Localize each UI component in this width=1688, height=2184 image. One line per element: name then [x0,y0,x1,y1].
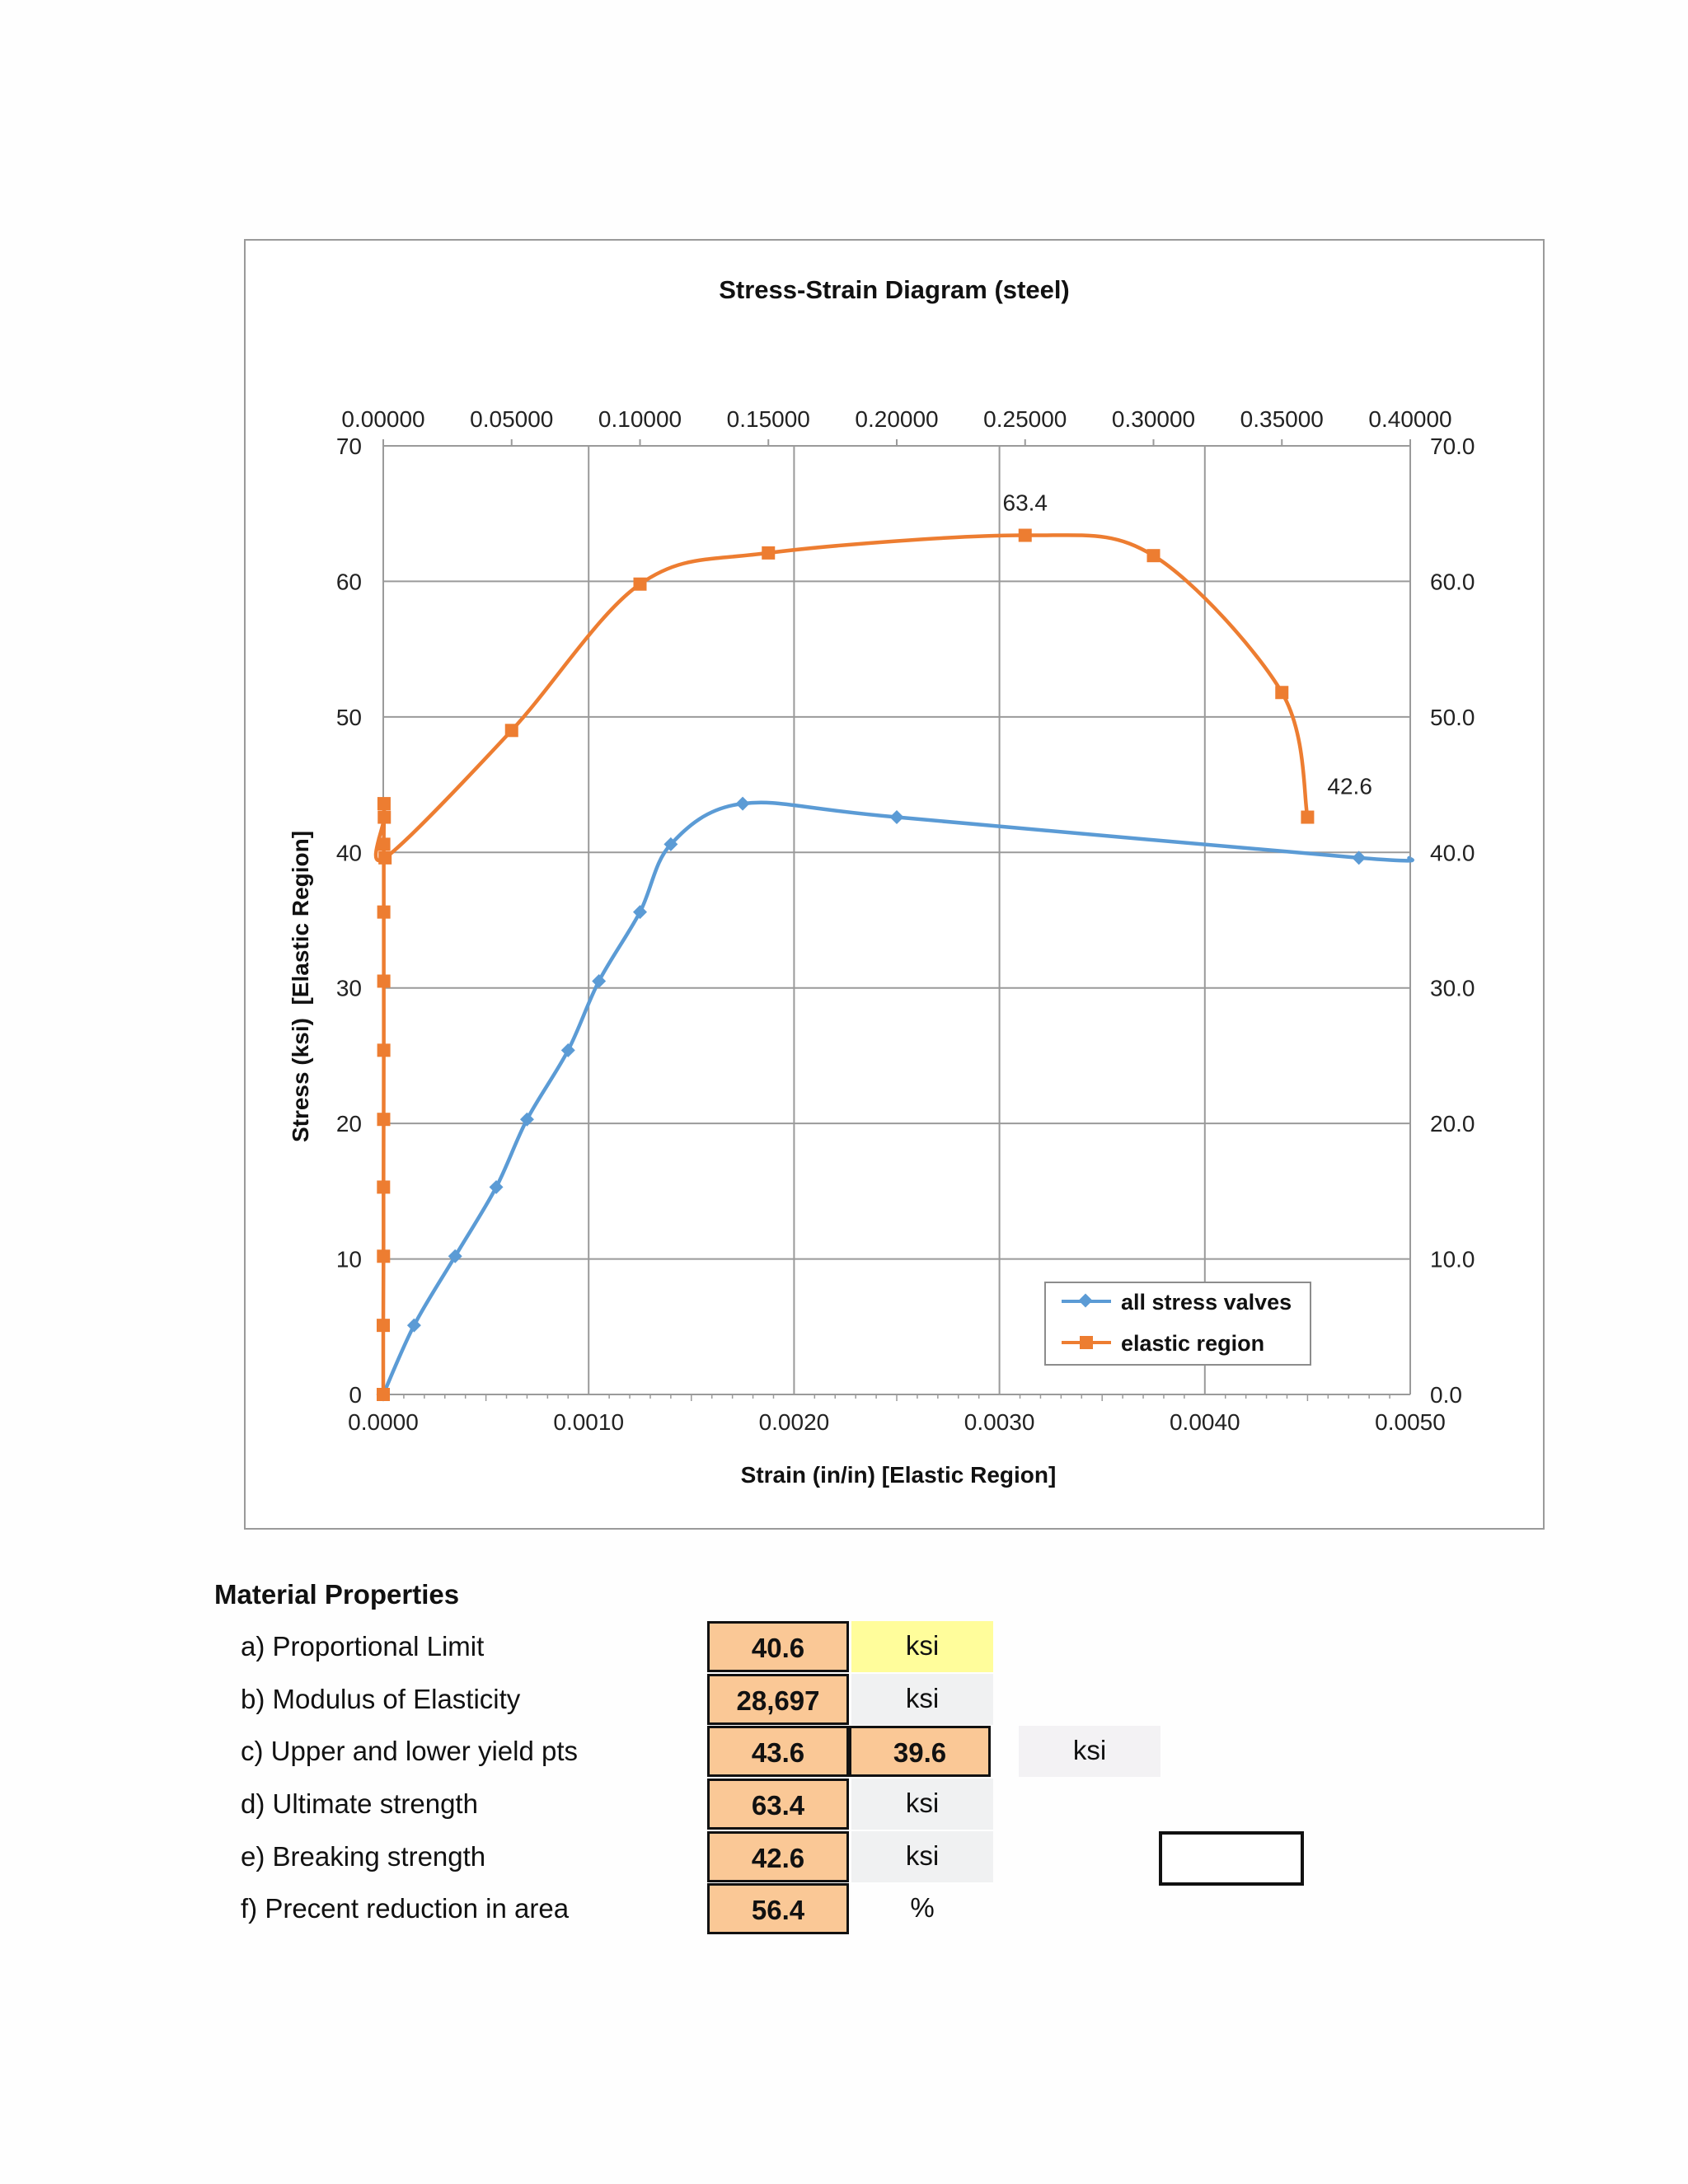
unit-cell-yield: ksi [1019,1726,1160,1777]
y-tick-label: 70 [335,434,362,459]
data-point-elastic [634,578,647,591]
value-cell-modulus[interactable]: 28,697 [707,1674,849,1725]
data-point-elastic [1301,811,1314,824]
value-cell-lower-yield[interactable]: 39.6 [849,1726,991,1777]
data-point-all-stress [633,905,647,919]
y-secondary-tick-label: 0.0 [1430,1382,1462,1408]
y-secondary-tick-label: 60.0 [1430,569,1475,595]
stress-strain-chart [246,241,1543,1528]
y-secondary-tick-label: 10.0 [1430,1246,1475,1272]
prop-label-yield: c) Upper and lower yield pts [241,1736,579,1766]
y-tick-label: 20 [335,1111,362,1137]
x-secondary-tick-label: 0.25000 [983,406,1067,432]
y-secondary-tick-label: 30.0 [1430,975,1475,1001]
y-tick-label: 60 [335,569,362,595]
x-secondary-tick-label: 0.20000 [855,406,939,432]
x-axis-title: Strain (in/in) [Elastic Region] [740,1462,1057,1488]
x-secondary-tick-label: 0.30000 [1111,406,1196,432]
series-lines [376,529,1413,1402]
prop-label-breaking: e) Breaking strength [241,1841,486,1872]
data-point-elastic [1019,529,1032,542]
prop-label-proportional-limit: a) Proportional Limit [241,1631,485,1661]
annotation-ultimate: 63.4 [1002,490,1048,516]
data-point-elastic [377,1249,390,1263]
unit-cell-reduction: % [910,1892,935,1923]
x-secondary-tick-label: 0.35000 [1240,406,1324,432]
data-point-elastic [377,1113,390,1126]
y-tick-label: 10 [335,1246,362,1272]
data-point-elastic [377,974,391,987]
value-cell-reduction[interactable]: 56.4 [707,1883,849,1934]
annotation-breaking: 42.6 [1327,773,1372,799]
y-secondary-tick-label: 70.0 [1430,434,1475,459]
value-cell-ultimate[interactable]: 63.4 [707,1779,849,1830]
data-point-elastic [377,1319,390,1332]
y-secondary-tick-label: 20.0 [1430,1111,1475,1137]
data-point-elastic [377,811,391,824]
legend-item-elastic: elastic region [1121,1331,1265,1356]
x-tick-label: 0.0030 [964,1409,1035,1435]
data-point-elastic [505,724,518,737]
data-point-all-stress [736,797,750,811]
unit-cell-breaking: ksi [851,1831,993,1882]
empty-input-box[interactable] [1159,1831,1304,1886]
y-tick-label: 0 [349,1382,362,1408]
legend [1045,1282,1311,1365]
data-point-elastic [377,1180,390,1193]
chart-frame [244,239,1545,1530]
chart-title: Stress-Strain Diagram (steel) [719,275,1070,304]
legend-item-all-stress: all stress valves [1121,1290,1292,1315]
unit-cell-modulus: ksi [851,1674,993,1725]
y-tick-label: 30 [335,975,362,1001]
series-line-elastic [376,535,1307,1394]
x-secondary-tick-label: 0.15000 [726,406,810,432]
data-point-all-stress [890,810,904,824]
prop-label-ultimate: d) Ultimate strength [241,1788,478,1819]
x-secondary-tick-label: 0.05000 [470,406,554,432]
x-secondary-tick-label: 0.10000 [598,406,682,432]
data-point-elastic [377,1043,391,1057]
data-point-elastic [378,851,392,865]
data-point-all-stress [407,1319,421,1333]
x-secondary-tick-label: 0.40000 [1368,406,1452,432]
x-secondary-tick-label: 0.00000 [341,406,425,432]
x-tick-label: 0.0000 [348,1409,419,1435]
data-point-elastic [377,837,391,851]
y-axis-title: Stress (ksi) [Elastic Region] [288,830,313,1143]
material-properties-title: Material Properties [214,1579,460,1610]
x-tick-label: 0.0050 [1375,1409,1446,1435]
data-point-all-stress [592,974,606,988]
x-tick-label: 0.0040 [1169,1409,1240,1435]
y-secondary-tick-label: 40.0 [1430,840,1475,866]
prop-label-reduction: f) Precent reduction in area [241,1893,570,1924]
x-tick-label: 0.0020 [758,1409,830,1435]
grid-lines [383,439,1410,1401]
data-point-elastic [377,797,391,810]
data-point-elastic [1147,549,1160,562]
value-cell-breaking[interactable]: 42.6 [707,1831,849,1882]
unit-cell-ultimate: ksi [851,1779,993,1830]
axis-tick-labels [336,406,1475,1435]
data-point-elastic [762,546,775,560]
data-point-all-stress [490,1180,504,1194]
y-secondary-tick-label: 50.0 [1430,704,1475,730]
data-point-all-stress [520,1113,534,1127]
value-cell-upper-yield[interactable]: 43.6 [707,1726,849,1777]
data-point-elastic [377,1388,390,1401]
unit-cell-proportional-limit: ksi [851,1621,993,1672]
value-cell-proportional-limit[interactable]: 40.6 [707,1621,849,1672]
data-point-elastic [1275,686,1288,699]
y-tick-label: 50 [335,704,362,730]
data-point-all-stress [561,1043,575,1057]
y-tick-label: 40 [335,840,362,866]
data-point-elastic [377,906,391,919]
x-tick-label: 0.0010 [553,1409,625,1435]
prop-label-modulus: b) Modulus of Elasticity [241,1684,521,1714]
